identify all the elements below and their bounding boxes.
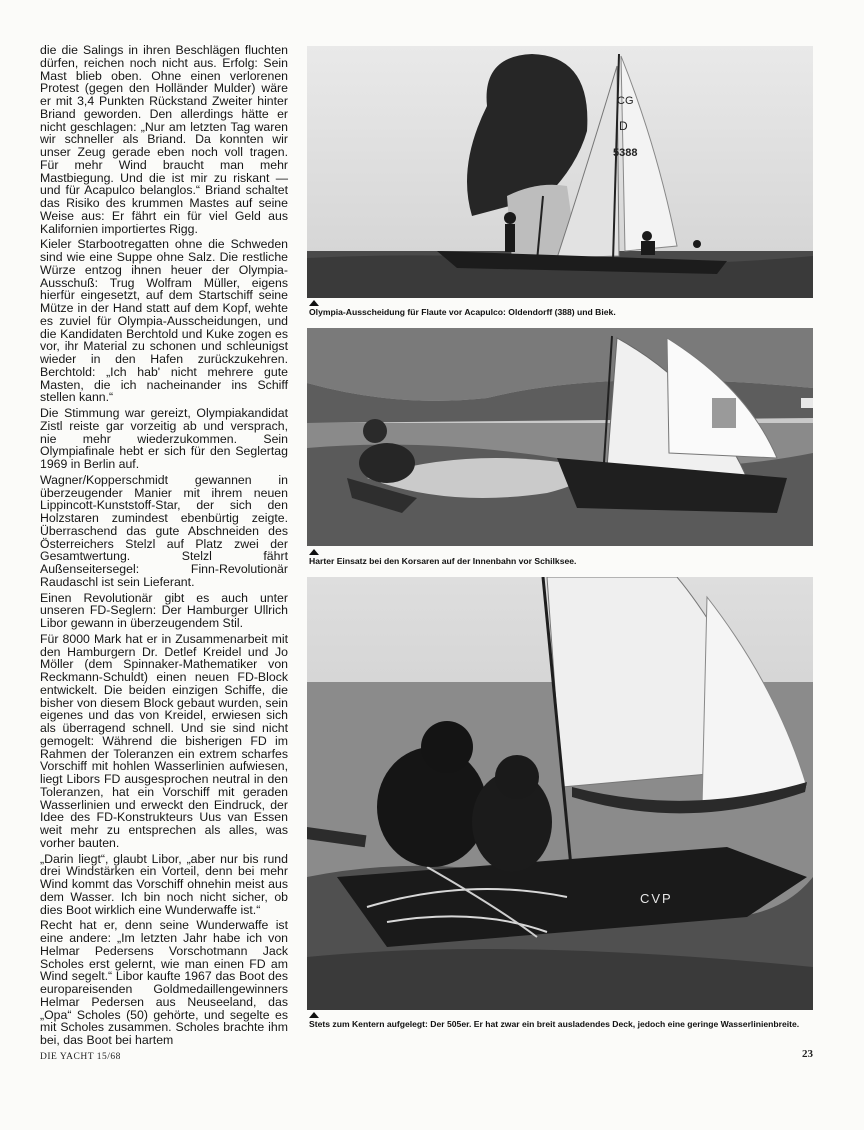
paragraph-3: Die Stimmung war gereizt, Olympiakandidat Zistl reiste gar vorzeitig ab und versprach, nie mehr wiederzukommen. Sein Olympiafinale hebt er sich für den Seglertag 1969 in Berlin auf. — [40, 406, 288, 471]
caption-2-wrap — [309, 549, 821, 566]
article-column — [40, 44, 288, 1050]
caption-marker-icon — [309, 549, 319, 555]
hull-lettering-cvp: CVP — [640, 891, 673, 906]
caption-2: Harter Einsatz bei den Korsaren auf der Innenbahn vor Schilksee. — [309, 556, 577, 566]
paragraph-8: Recht hat er, denn seine Wunderwaffe ist eine andere: „Im letzten Jahr habe ich von Helmar Pedersens Vorschotmann Jack Scholes erst gelernt, wie man einen FD am Wind segelt.“ Libor kaufte 1967 das Boot des europareisenden Goldmedaillengewinners Helmar Pedersen aus Neuseeland, das „Opa“ Scholes (50) gehörte, und segelte es mit Scholes zusammen. Scholes brachte ihm bei, das Boot bei hartem — [40, 918, 288, 1047]
505er-image — [307, 577, 813, 1010]
photo-505er — [307, 577, 813, 1010]
caption-1-wrap — [309, 300, 821, 317]
photo-korsaren — [307, 328, 813, 546]
caption-marker-icon — [309, 300, 319, 306]
paragraph-7: „Darin liegt“, glaubt Libor, „aber nur bis rund drei Windstärken ein Vorteil, denn bei mehr Wind kommt das Vorschiff ohnehin meist aus dem Wasser. Ich bin noch nicht sicher, ob dies Boot wirklich eine Wunderwaffe ist.“ — [40, 851, 288, 917]
sail-number-d: D — [619, 119, 628, 133]
page-number: 23 — [802, 1048, 813, 1060]
caption-3: Stets zum Kentern aufgelegt: Der 505er. Er hat zwar ein breit ausladendes Deck, jedoch eine geringe Wasserlinienbreite. — [309, 1019, 800, 1029]
photo-star-boats — [307, 46, 813, 298]
paragraph-6: Für 8000 Mark hat er in Zusammenarbeit mit den Hamburgern Dr. Detlef Kreidel und Jo Möller (dem Spinnaker-Mathematiker von Reckmann-Schuldt) einen neuen FD-Block entwickelt. Die beiden einzigen Schiffe, die bisher von diesem Block gebaut wurden, sein eigenes und das von Kreidel, erwiesen sich als überragend schnell. Und sie sind nicht gemogelt: Während die bisherigen FD im Rahmen der Toleranzen ein extrem scharfes Vorschiff mit hohlen Wasserlinien aufwiesen, liegt Libors FD ausgesprochen neutral in den Toleranzen, hat ein Vorschiff mit geraden Wasserlinien und erweckt den Eindruck, der Idee des FD-Konstrukteurs Uus van Essen weit mehr zu entsprechen als alles, was vorher bauten. — [40, 631, 288, 850]
paragraph-5: Einen Revolutionär gibt es auch unter unseren FD-Seglern: Der Hamburger Ullrich Libor gewann in überzeugendem Stil. — [40, 590, 288, 630]
paragraph-1: die die Salings in ihren Beschlägen fluchten dürfen, reichen noch nicht aus. Erfolg: Sein Mast blieb oben. Ohne einen verlorenen Protest (gegen den Holländer Mulder) wäre er mit 3,4 Punkten Rückstand Zweiter hinter Briand geworden. Den allerdings hätte er nicht geschlagen: „Nur am letzten Tag waren wir schneller als Briand. Da konnten wir unser Zeug gerade eben noch voll tragen. Für mehr Wind braucht man mehr Mastbiegung. Und die ist mir zu riskant — und für Acapulco belanglos.“ Briand schaltet das Risiko des krummen Mastes auf seine Weise aus: Er fährt ein für viel Geld aus Kalifornien importiertes Rigg. — [40, 43, 288, 236]
caption-marker-icon — [309, 1012, 319, 1018]
caption-3-wrap — [309, 1012, 821, 1029]
korsaren-image — [307, 328, 813, 546]
star-boats-image — [307, 46, 813, 298]
footer-publication: DIE YACHT 15/68 — [40, 1052, 121, 1062]
caption-1: Olympia-Ausscheidung für Flaute vor Acapulco: Oldendorff (388) und Biek. — [309, 307, 616, 317]
paragraph-2: Kieler Starbootregatten ohne die Schweden sind wie eine Suppe ohne Salz. Die restliche Würze entzog ihnen heuer der Olympia-Ausschuß: Trug Wolfram Müller, eigens hierfür eingesetzt, auf dem Startschiff seine Mütze in der Hand statt auf dem Kopf, wehte es zuviel für Olympia-Ausscheidungen, und die Kandidaten Berchtold und Kuke zogen es vor, ihr Material zu schonen und schleunigst wieder in den Hafen zurückzukehren. Berchtold: „Ich hab' nicht mehrere gute Masten, die ich nacheinander ins Schiff stellen kann.“ — [40, 237, 288, 405]
sail-number-cg: CG — [617, 95, 634, 107]
paragraph-4: Wagner/Kopperschmidt gewannen in überzeugender Manier mit ihrem neuen Lippincott-Kunststoff-Star, der sich den Holzstaren zumindest ebenbürtig zeigte. Überraschend das gute Abschneiden des Österreichers Stelzl auf Platz zwei der Gesamtwertung. Stelzl fährt Außenseitersegel: Finn-Revolutionär Raudaschl ist sein Lieferant. — [40, 472, 288, 589]
sail-number-5388: 5388 — [613, 147, 638, 159]
